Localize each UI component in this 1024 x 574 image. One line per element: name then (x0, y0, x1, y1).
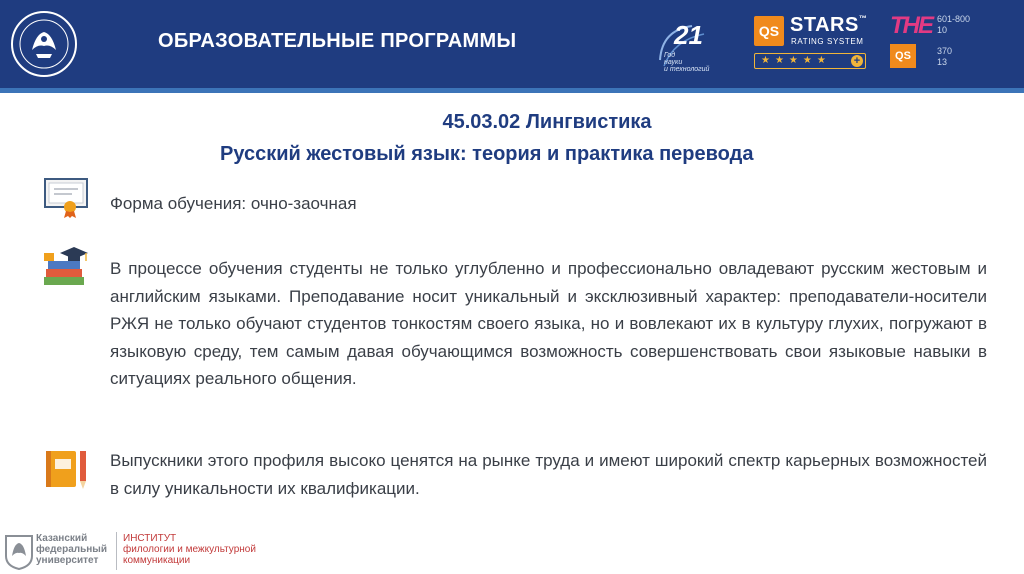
the-ranking-logo: THE (890, 12, 932, 39)
kfu-footer-seal-icon (4, 534, 34, 570)
the-rank-values: 601-800 10 (937, 14, 971, 35)
plus-badge: + (851, 55, 863, 67)
study-form-text: Форма обучения: очно-заочная (110, 194, 357, 213)
rating-system-label: RATING SYSTEM (791, 37, 864, 46)
qs-rank-values: 370 13 (937, 46, 953, 67)
header-bar (0, 0, 1024, 88)
stars-wordmark: STARS™ (790, 14, 868, 36)
header-accent-line (0, 88, 1024, 93)
program-description-text: В процессе обучения студенты не только углубленно и профессионально овладевают русским жестовым и английским языками. Преподавание носит уникальный и эксклюзивный характер: преподаватели-носители РЖЯ не только обучают студентов тонкостям своего языка, но и вовлекают их в культуру глухих, погружают в языковую среду, тем самым давая обучающимся возможность совершенствовать свои языковые навыки в ситуациях реального общения. (110, 259, 987, 388)
page-section-title: ОБРАЗОВАТЕЛЬНЫЕ ПРОГРАММЫ (158, 30, 517, 52)
books-graduation-cap-icon (44, 243, 88, 287)
stars-rating-bar (754, 53, 866, 69)
certificate-icon (44, 178, 88, 218)
notebook-pencil-icon (44, 447, 88, 491)
kfu-seal-logo (10, 10, 78, 78)
kfu-name: Казанский федеральный университет (36, 533, 107, 566)
badge-number: 21 (674, 20, 703, 50)
institute-name: ИНСТИТУТ филологии и межкультурной коммуникации (123, 533, 256, 566)
graduates-text: Выпускники этого профиля высоко ценятся на рынке труда и имеют широкий спектр карьерных возможностей в силу уникальности их квалификации. (110, 451, 987, 498)
qs-logo: QS (754, 16, 784, 46)
program-name-title: Русский жестовый язык: теория и практика перевода (220, 143, 754, 165)
year-of-science-badge (654, 20, 724, 72)
five-stars-icon: ★★★★★ (761, 55, 831, 66)
program-code-title: 45.03.02 Лингвистика (442, 111, 652, 133)
qs-ranking-logo: QS (890, 44, 916, 68)
footer-divider (116, 532, 117, 570)
badge-caption: Год науки и технологий (664, 52, 710, 73)
